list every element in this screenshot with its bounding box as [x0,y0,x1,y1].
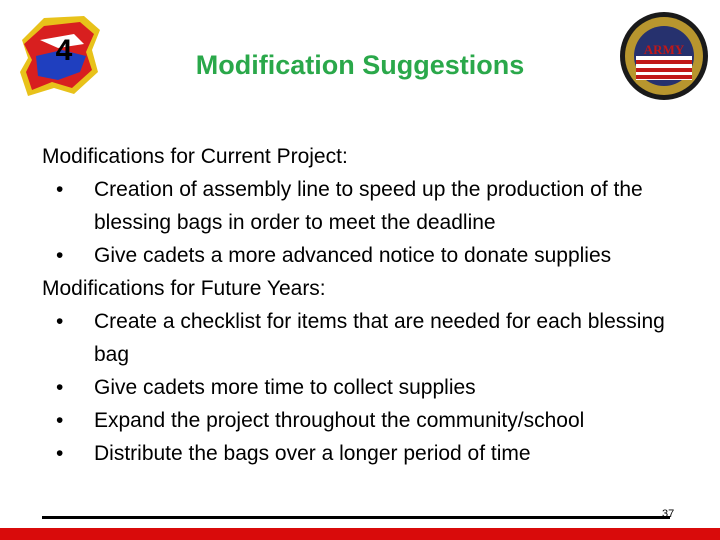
list-item: • Creation of assembly line to speed up the production of the blessing bags in order to meet the deadline [56,173,702,239]
page-number: 37 [662,508,675,520]
list-item: • Give cadets a more advanced notice to donate supplies [56,239,702,272]
bullet-icon: • [56,178,64,201]
footer-divider [42,516,670,519]
seal-word: ARMY [643,42,685,57]
bullet-icon: • [56,376,64,399]
section-heading-current: Modifications for Current Project: [42,145,348,168]
bullet-icon: • [56,409,64,432]
bottom-accent-band [0,528,720,540]
bullet-icon: • [56,310,64,333]
army-jrotc-seal-icon [618,10,710,102]
section-heading-future: Modifications for Future Years: [42,277,326,300]
bullet-icon: • [56,442,64,465]
slide-body [42,140,702,470]
list-item: • Distribute the bags over a longer period of time [56,437,702,470]
list-item: • Give cadets more time to collect supplies [56,371,702,404]
slide-title: Modification Suggestions [195,50,525,80]
number-badge: 4 [55,34,73,67]
state-map-emblem-icon [14,10,106,102]
list-item: • Create a checklist for items that are needed for each blessing bag [56,305,702,371]
list-item: • Expand the project throughout the community/school [56,404,702,437]
bullet-icon: • [56,244,64,267]
